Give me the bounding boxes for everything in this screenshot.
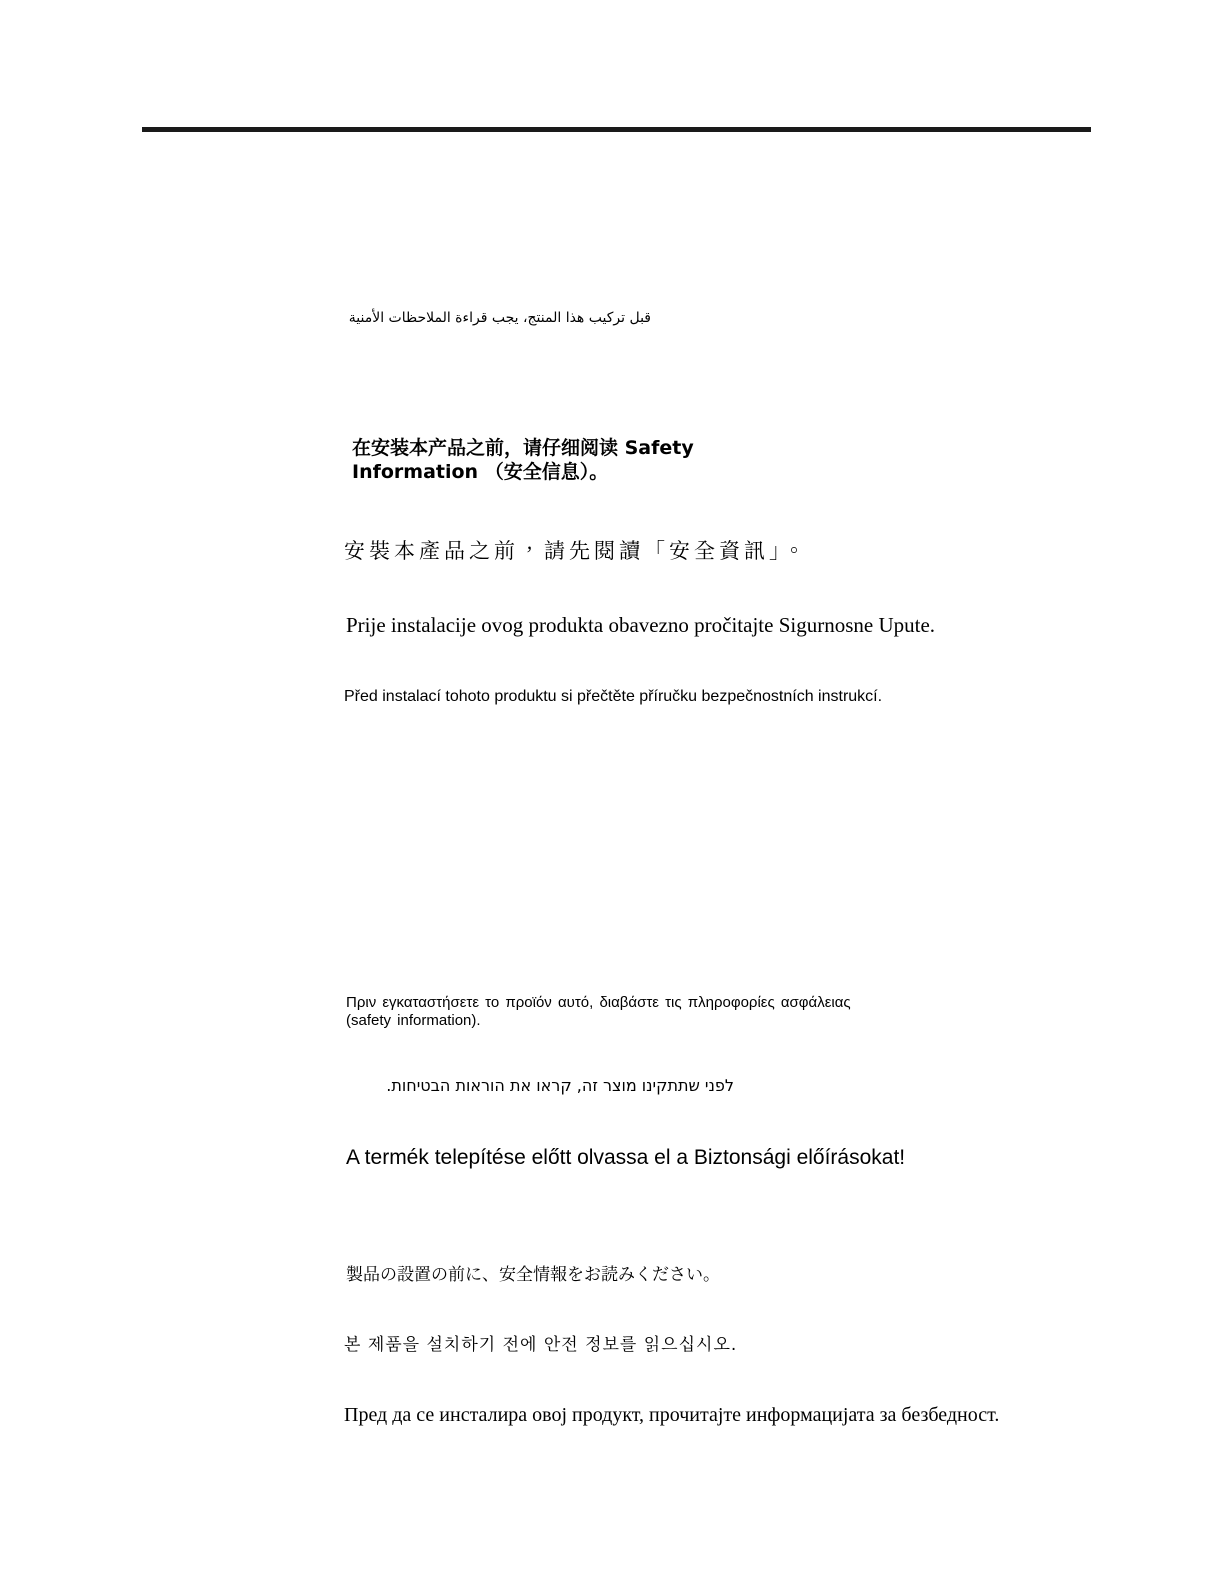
- safety-notice-croatian: Prije instalacije ovog produkta obavezno pročitajte Sigurnosne Upute.: [346, 613, 936, 637]
- safety-notice-czech: Před instalací tohoto produktu si přečtěte příručku bezpečnostních instrukcí.: [344, 688, 883, 705]
- safety-notice-greek: Πριν εγκαταστήσετε το προϊόν αυτό, διαβάστε τις πληροφορίες ασφάλειας (safety information).: [346, 994, 851, 1029]
- safety-notice-macedonian: Пред да се инсталира овој продукт, прочитајте информацијата за безбедност.: [344, 1404, 1000, 1426]
- safety-notice-hungarian: A termék telepítése előtt olvassa el a Biztonsági előírásokat!: [346, 1146, 906, 1169]
- safety-notice-hebrew: לפני שתתקינו מוצר זה, קראו את הוראות הבטיחות.: [386, 1076, 734, 1095]
- safety-notice-chinese-traditional: 安裝本產品之前，請先閱讀「安全資訊」。: [344, 539, 809, 563]
- safety-notice-chinese-simplified: 在安装本产品之前，请仔细阅读 Safety Information （安全信息）。: [352, 437, 694, 483]
- safety-notice-japanese: 製品の設置の前に、安全情報をお読みください。: [346, 1265, 720, 1285]
- top-rule: [142, 127, 1091, 132]
- safety-notice-korean: 본 제품을 설치하기 전에 안전 정보를 읽으십시오.: [344, 1335, 738, 1355]
- safety-notice-arabic: قبل تركيب هذا المنتج، يجب قراءة الملاحظات الأمنية: [348, 310, 651, 326]
